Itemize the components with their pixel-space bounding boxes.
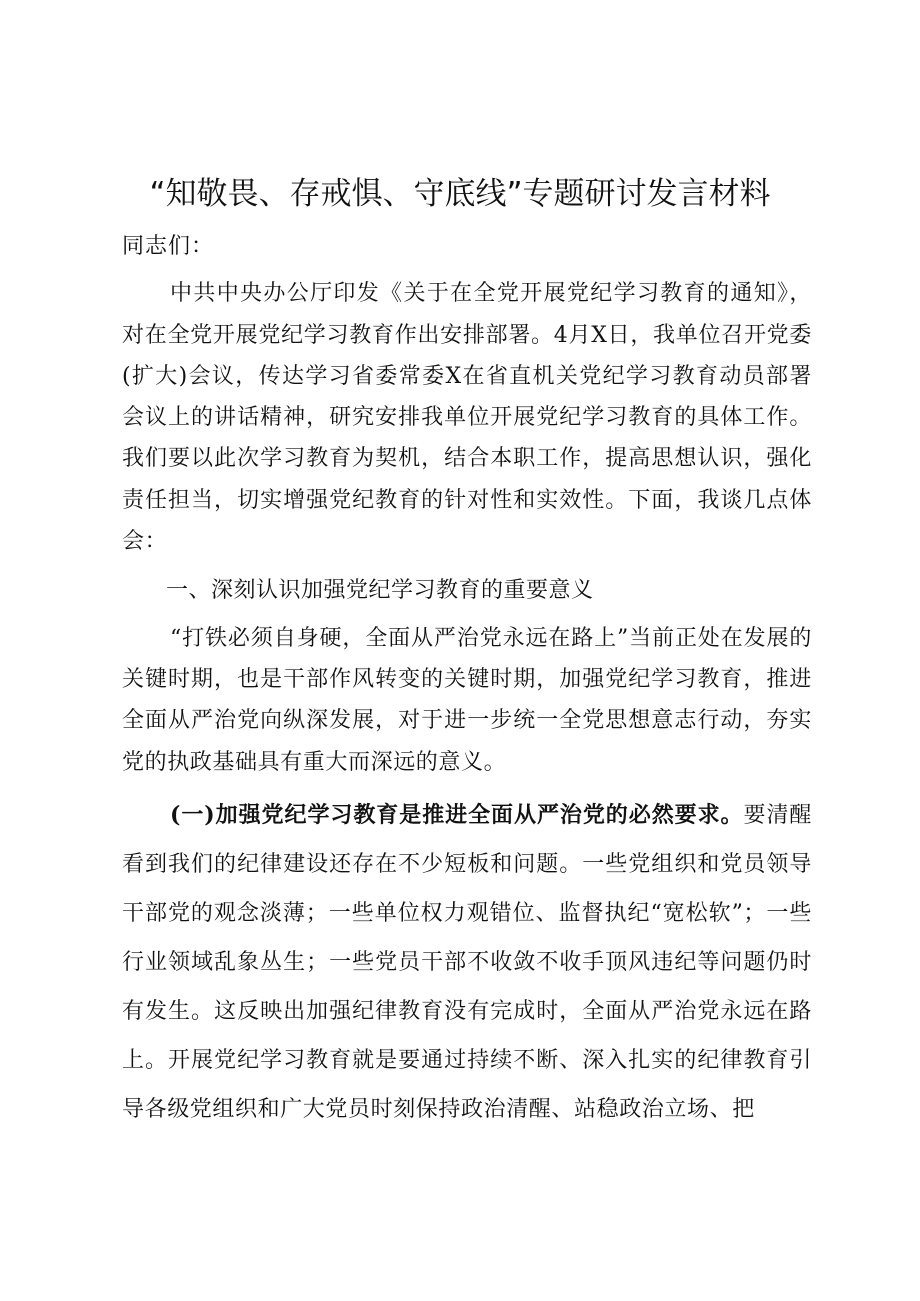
subsection-1-lead: (一)加强党纪学习教育是推进全面从严治党的必然要求。	[170, 801, 744, 828]
subsection-1-paragraph	[122, 791, 812, 1134]
section-1-paragraph: “打铁必须自身硬，全面从严治党永远在路上”当前正处在发展的关键时期，也是干部作风转变的关键时期，加强党纪学习教育，推进全面从严治党向纵深发展，对于进一步统一全党思想意志行动，夯实党的执政基础具有重大而深远的意义。	[122, 625, 812, 775]
salutation: 同志们：	[122, 234, 215, 259]
document-title: “知敬畏、存戒惧、守底线”专题研讨发言材料	[149, 176, 771, 212]
intro-paragraph: 中共中央办公厅印发《关于在全党开展党纪学习教育的通知》，对在全党开展党纪学习教育作出安排部署。4月X日，我单位召开党委(扩大)会议，传达学习省委常委X在省直机关党纪学习教育动员部署会议上的讲话精神，研究安排我单位开展党纪学习教育的具体工作。我们要以此次学习教育为契机，结合本职工作，提高思想认识，强化责任担当，切实增强党纪教育的针对性和实效性。下面，我谈几点体会：	[122, 281, 812, 555]
subsection-1-body: 要清醒看到我们的纪律建设还存在不少短板和问题。一些党组织和党员领导干部党的观念淡薄；一些单位权力观错位、监督执纪“宽松软”；一些行业领域乱象丛生；一些党员干部不收敛不收手顶风违纪等问题仍时有发生。这反映出加强纪律教育没有完成时，全面从严治党永远在路上。开展党纪学习教育就是要通过持续不断、深入扎实的纪律教育引导各级党组织和广大党员时刻保持政治清醒、站稳政治立场、把	[122, 802, 812, 1122]
section-heading-1: 一、深刻认识加强党纪学习教育的重要意义	[166, 578, 594, 604]
document-body	[122, 226, 812, 1134]
